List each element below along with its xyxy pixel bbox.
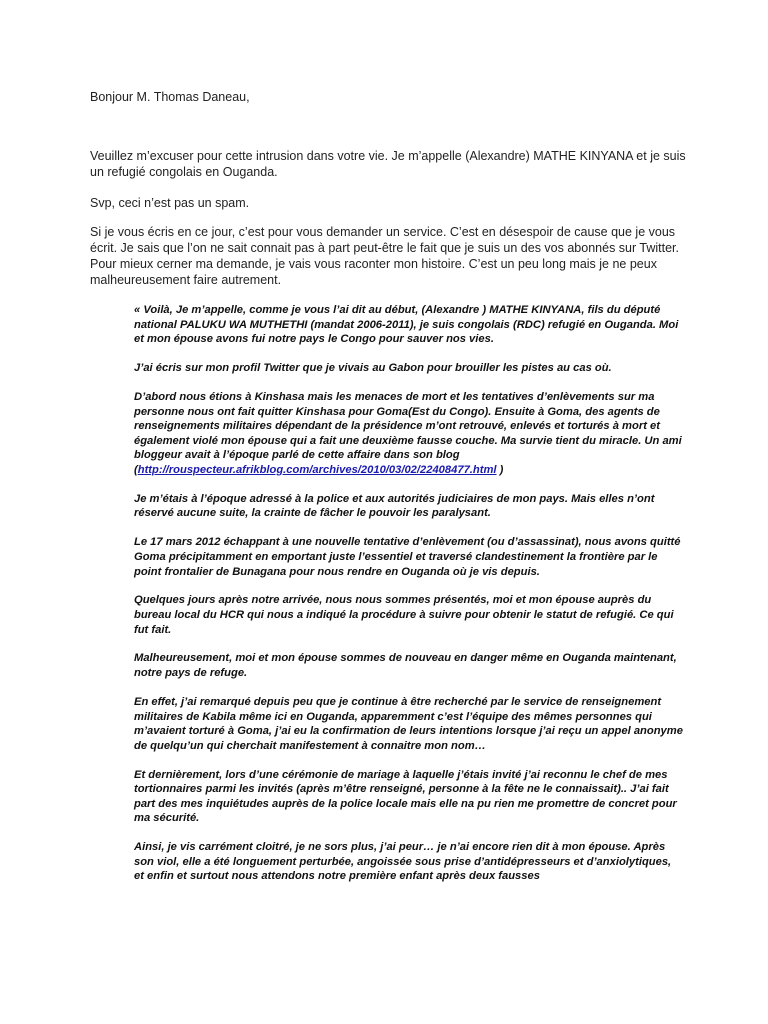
story-text: ) [496,463,504,476]
no-spam-paragraph: Svp, ceci n’est pas un spam. [90,196,250,210]
story-paragraph-surveillance: En effet, j’ai remarqué depuis peu que je continue à être recherché par le service de renseignement militaires de Kabila même ici en Ouganda, apparemment c’est l’équipe des mêmes personnes qui m’avaient torturé à Goma, j’ai eu la confirmation de leurs intentions lorsque j’ai reçu un appel anonyme de quelqu’un qui cherchait manifestement à connaitre mon nom… [134,695,683,752]
story-paragraph-twitter: J’ai écris sur mon profil Twitter que je vivais au Gabon pour brouiller les pistes au cas où. [134,362,612,375]
story-paragraph-identity: « Voilà, Je m’appelle, comme je vous l’ai dit au début, (Alexandre ) MATHE KINYANA, fils du député national PALUKU WA MUTHETHI (mandat 2006-2011), je suis congolais (RDC) refugié en Ouganda. Moi et mon épouse avons fui notre pays le Congo pour sauver nos vies. [134,304,679,346]
story-text: D’abord nous étions à Kinshasa mais les menaces de mort et les tentatives d’enlèvements sur ma personne nous ont fait quitter Kinshasa pour Goma(Est du Congo). Ensuite à Goma, des agents de renseignements militaires dépendant de la présidence m’ont retrouvé, enlevés et torturés à mort et également violé mon épouse qui a fait une deuxième fausse couche. Ma survie tient du miracle. Un ami bloggeur avait à l’époque parlé de cette affaire dans son blog ( [134,390,682,476]
story-paragraph-danger: Malheureusement, moi et mon épouse sommes de nouveau en danger même en Ouganda maintenant, notre pays de refuge. [134,652,677,680]
story-quote-block [134,303,684,898]
story-paragraph-police: Je m’étais à l’époque adressé à la police et aux autorités judiciaires de mon pays. Mais elles n’ont réservé aucune suite, la crainte de fâcher le pouvoir les paralysant. [134,492,655,520]
blog-link[interactable]: http://rouspecteur.afrikblog.com/archives/2010/03/02/22408477.html [137,463,497,476]
story-paragraph-hcr: Quelques jours après notre arrivée, nous nous sommes présentés, moi et mon épouse auprès du bureau local du HCR qui nous a indiqué la procédure à suivre pour obtenir le statut de refugié. Ce qui fut fait. [134,594,674,636]
story-paragraph-cloistered: Ainsi, je vis carrément cloitré, je ne sors plus, j’ai peur… je n’ai encore rien dit à mon épouse. Après son viol, elle a été longuement perturbée, angoissée sous prise d’antidépresseurs et d’anxiolytiques, et enfin et surtout nous attendons notre première enfant après deux fausses [134,841,672,883]
story-paragraph-wedding: Et dernièrement, lors d’une cérémonie de mariage à laquelle j’étais invité j’ai reconnu le chef de mes tortionnaires parmi les invités (après m’être renseigné, personne à la fête ne le connaissait).. J’ai fait part des mes inquiétudes auprès de la police locale mais elle na pu rien me promettre de concret pour ma sécurité. [134,768,677,825]
story-paragraph-kinshasa-goma [134,390,684,478]
request-paragraph: Si je vous écris en ce jour, c’est pour vous demander un service. C’est en désespoir de cause que je vous écrit. Je sais que l’on ne sait connait pas à part peut-être le fait que je suis un des vos abonnés sur Twitter. Pour mieux cerner ma demande, je vais vous raconter mon histoire. C’est un peu long mais je ne peux malheureusement faire autrement. [90,225,679,287]
story-paragraph-escape: Le 17 mars 2012 échappant à une nouvelle tentative d’enlèvement (ou d’assassinat), nous avons quitté Goma précipitamment en emportant juste l’essentiel et traversé clandestinement la frontière par le point frontalier de Bunagana pour nous rendre en Ouganda où je vis depuis. [134,536,681,578]
intro-paragraph: Veuillez m’excuser pour cette intrusion dans votre vie. Je m’appelle (Alexandre) MATHE KINYANA et je suis un refugié congolais en Ouganda. [90,149,686,179]
greeting-line: Bonjour M. Thomas Daneau, [90,90,250,104]
